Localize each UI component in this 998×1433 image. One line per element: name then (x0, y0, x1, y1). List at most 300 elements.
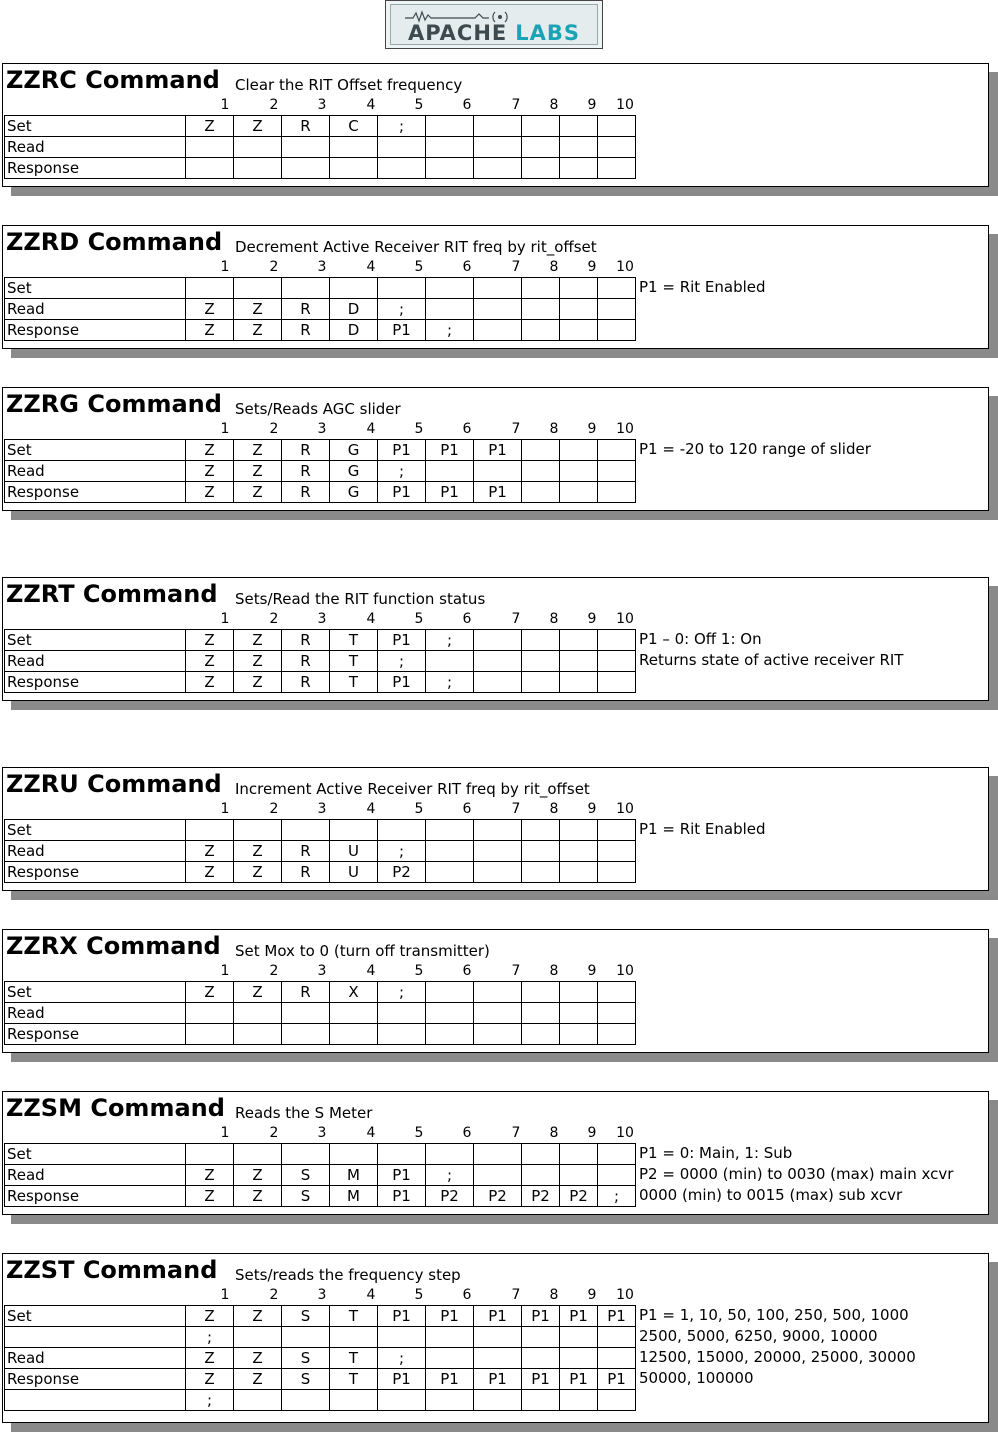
grid-cell (598, 1003, 636, 1024)
grid-cell: U (330, 841, 378, 862)
column-number: 3 (317, 801, 327, 817)
column-number: 10 (616, 963, 634, 979)
grid-cell (474, 461, 522, 482)
grid-cell (560, 320, 598, 341)
grid-cell: ; (378, 461, 426, 482)
grid-cell (560, 672, 598, 693)
grid-cell (426, 461, 474, 482)
grid-cell (598, 278, 636, 299)
grid-cell: Z (186, 1348, 234, 1369)
grid-cell (474, 137, 522, 158)
grid-cell (282, 158, 330, 179)
grid-cell (186, 1144, 234, 1165)
grid-cell (474, 1348, 522, 1369)
grid-cell: P2 (474, 1186, 522, 1207)
column-number: 5 (414, 801, 424, 817)
command-block-zzrd (2, 225, 989, 349)
column-number: 4 (366, 1287, 376, 1303)
command-block-zzrx (2, 929, 989, 1053)
grid-cell (598, 1327, 636, 1348)
column-number: 1 (220, 801, 230, 817)
grid-cell: Z (234, 1369, 282, 1390)
grid-cell: R (282, 862, 330, 883)
grid-cell (234, 1390, 282, 1411)
column-number: 5 (414, 611, 424, 627)
column-number: 4 (366, 97, 376, 113)
grid-cell: R (282, 982, 330, 1003)
grid-cell: R (282, 320, 330, 341)
grid-cell (378, 1390, 426, 1411)
grid-cell: P1 (378, 1306, 426, 1327)
grid-cell (330, 820, 378, 841)
grid-cell (186, 158, 234, 179)
column-number: 8 (549, 1287, 559, 1303)
column-number: 8 (549, 1125, 559, 1141)
grid-cell (560, 482, 598, 503)
grid-cell: G (330, 440, 378, 461)
row-label: Response (5, 1186, 186, 1207)
grid-cell: X (330, 982, 378, 1003)
grid-cell: ; (426, 1165, 474, 1186)
grid-cell (522, 982, 560, 1003)
logo-text-apache: APACHE (407, 21, 508, 45)
grid-row (5, 982, 636, 1003)
grid-cell (522, 651, 560, 672)
row-label (5, 1327, 186, 1348)
command-block-zzrc (2, 63, 989, 187)
grid-cell: ; (186, 1327, 234, 1348)
column-number: 4 (366, 611, 376, 627)
row-label: Set (5, 820, 186, 841)
grid-cell (378, 820, 426, 841)
column-number: 2 (269, 963, 279, 979)
grid-cell (522, 278, 560, 299)
grid-cell (598, 320, 636, 341)
grid-cell: Z (234, 1186, 282, 1207)
grid-cell (330, 1003, 378, 1024)
command-block-zzst (2, 1253, 989, 1423)
command-description: Clear the RIT Offset frequency (235, 76, 463, 94)
column-number: 7 (511, 259, 521, 275)
grid-cell: S (282, 1165, 330, 1186)
command-grid (4, 819, 636, 883)
grid-row (5, 1390, 636, 1411)
command-grid (4, 115, 636, 179)
row-label: Response (5, 158, 186, 179)
column-number: 1 (220, 259, 230, 275)
command-description: Decrement Active Receiver RIT freq by rit_offset (235, 238, 597, 256)
grid-row (5, 320, 636, 341)
grid-cell (282, 1003, 330, 1024)
column-number: 5 (414, 259, 424, 275)
command-grid (4, 277, 636, 341)
grid-cell: R (282, 440, 330, 461)
grid-cell (426, 1024, 474, 1045)
grid-cell (426, 651, 474, 672)
row-label: Read (5, 1003, 186, 1024)
column-number: 10 (616, 97, 634, 113)
grid-row (5, 278, 636, 299)
row-label: Read (5, 1165, 186, 1186)
column-number-header (185, 1287, 645, 1303)
column-number: 9 (587, 421, 597, 437)
column-number: 7 (511, 421, 521, 437)
grid-cell (330, 1024, 378, 1045)
grid-cell: Z (186, 841, 234, 862)
grid-row (5, 820, 636, 841)
grid-cell: ; (378, 651, 426, 672)
grid-cell (474, 1003, 522, 1024)
grid-cell (522, 320, 560, 341)
grid-cell (234, 158, 282, 179)
column-number-header (185, 801, 645, 817)
column-number: 1 (220, 1125, 230, 1141)
grid-cell (560, 1024, 598, 1045)
grid-cell: G (330, 461, 378, 482)
grid-cell: D (330, 299, 378, 320)
column-number: 5 (414, 1287, 424, 1303)
command-title: ZZRX Command (6, 932, 221, 960)
grid-cell: ; (378, 841, 426, 862)
grid-cell: Z (234, 982, 282, 1003)
column-number: 8 (549, 421, 559, 437)
grid-cell: ; (598, 1186, 636, 1207)
grid-cell: Z (234, 672, 282, 693)
grid-cell (474, 982, 522, 1003)
grid-cell: ; (426, 320, 474, 341)
grid-cell: Z (234, 862, 282, 883)
row-label: Response (5, 1024, 186, 1045)
grid-cell (234, 137, 282, 158)
grid-cell (378, 158, 426, 179)
grid-cell: Z (234, 841, 282, 862)
grid-cell (598, 299, 636, 320)
grid-cell (378, 278, 426, 299)
row-label: Response (5, 482, 186, 503)
row-label: Set (5, 440, 186, 461)
command-notes (639, 819, 766, 840)
grid-cell: R (282, 630, 330, 651)
column-number: 4 (366, 421, 376, 437)
column-number: 2 (269, 1287, 279, 1303)
grid-row (5, 1186, 636, 1207)
row-label: Read (5, 299, 186, 320)
command-grid (4, 1305, 636, 1411)
note-line: 0000 (min) to 0015 (max) sub xcvr (639, 1186, 903, 1204)
grid-cell (598, 672, 636, 693)
grid-cell (378, 1327, 426, 1348)
grid-cell: P1 (474, 1306, 522, 1327)
grid-row (5, 630, 636, 651)
column-number: 5 (414, 421, 424, 437)
grid-cell (598, 1024, 636, 1045)
column-number: 8 (549, 97, 559, 113)
grid-cell (522, 116, 560, 137)
grid-cell: S (282, 1306, 330, 1327)
grid-cell: T (330, 651, 378, 672)
note-line: P1 = Rit Enabled (639, 278, 766, 296)
grid-cell (474, 820, 522, 841)
grid-cell: Z (186, 1369, 234, 1390)
grid-cell (522, 137, 560, 158)
grid-cell (522, 299, 560, 320)
command-grid (4, 439, 636, 503)
grid-cell: P1 (560, 1369, 598, 1390)
grid-cell (522, 862, 560, 883)
grid-cell (522, 158, 560, 179)
grid-row (5, 841, 636, 862)
grid-cell (560, 1390, 598, 1411)
grid-cell: Z (234, 630, 282, 651)
grid-cell (522, 461, 560, 482)
grid-cell: T (330, 1348, 378, 1369)
row-label: Response (5, 1369, 186, 1390)
grid-cell (560, 841, 598, 862)
grid-row (5, 137, 636, 158)
grid-cell (598, 630, 636, 651)
grid-cell: Z (186, 1165, 234, 1186)
note-line: P2 = 0000 (min) to 0030 (max) main xcvr (639, 1165, 954, 1183)
grid-cell: C (330, 116, 378, 137)
grid-cell: P1 (474, 482, 522, 503)
note-line: P1 = -20 to 120 range of slider (639, 440, 871, 458)
column-number: 9 (587, 963, 597, 979)
column-number: 10 (616, 611, 634, 627)
column-number: 1 (220, 611, 230, 627)
column-number: 3 (317, 1125, 327, 1141)
command-notes (639, 277, 766, 298)
grid-row (5, 1144, 636, 1165)
column-number: 3 (317, 97, 327, 113)
grid-cell (598, 982, 636, 1003)
note-line: P1 – 0: Off 1: On (639, 630, 762, 648)
column-number: 8 (549, 963, 559, 979)
column-number: 8 (549, 259, 559, 275)
grid-cell (474, 1327, 522, 1348)
grid-cell: Z (186, 440, 234, 461)
grid-cell: P1 (426, 482, 474, 503)
command-title: ZZRD Command (6, 228, 223, 256)
column-number: 5 (414, 963, 424, 979)
grid-cell (426, 1348, 474, 1369)
column-number: 2 (269, 611, 279, 627)
grid-cell (474, 862, 522, 883)
grid-cell: ; (426, 630, 474, 651)
grid-cell (186, 820, 234, 841)
column-number: 9 (587, 1125, 597, 1141)
grid-cell (560, 1165, 598, 1186)
grid-cell (560, 158, 598, 179)
grid-cell (598, 1165, 636, 1186)
command-description: Sets/reads the frequency step (235, 1266, 461, 1284)
grid-cell (560, 630, 598, 651)
grid-cell (282, 1024, 330, 1045)
apache-labs-logo (385, 0, 603, 49)
grid-cell (598, 482, 636, 503)
column-number: 4 (366, 1125, 376, 1141)
grid-cell (522, 820, 560, 841)
grid-cell (560, 820, 598, 841)
grid-cell: Z (186, 982, 234, 1003)
grid-cell (560, 1144, 598, 1165)
grid-cell: ; (378, 1348, 426, 1369)
column-number: 4 (366, 963, 376, 979)
grid-cell: P1 (378, 440, 426, 461)
grid-cell: P1 (426, 1369, 474, 1390)
grid-cell (560, 1003, 598, 1024)
grid-cell: P1 (560, 1306, 598, 1327)
grid-cell: Z (186, 651, 234, 672)
column-number: 7 (511, 1287, 521, 1303)
grid-cell (426, 982, 474, 1003)
grid-cell: Z (234, 116, 282, 137)
column-number: 5 (414, 1125, 424, 1141)
command-grid (4, 629, 636, 693)
grid-cell (560, 278, 598, 299)
row-label: Read (5, 137, 186, 158)
column-number: 7 (511, 1125, 521, 1141)
column-number: 6 (462, 611, 472, 627)
row-label: Set (5, 982, 186, 1003)
command-title: ZZST Command (6, 1256, 218, 1284)
grid-row (5, 862, 636, 883)
row-label: Response (5, 320, 186, 341)
grid-cell: D (330, 320, 378, 341)
grid-cell: T (330, 672, 378, 693)
grid-cell: ; (378, 299, 426, 320)
command-block-zzrg (2, 387, 989, 511)
column-number: 6 (462, 259, 472, 275)
row-label: Set (5, 630, 186, 651)
grid-cell (234, 1024, 282, 1045)
column-number: 3 (317, 259, 327, 275)
command-description: Reads the S Meter (235, 1104, 373, 1122)
column-number: 4 (366, 801, 376, 817)
grid-cell (522, 1144, 560, 1165)
grid-cell (426, 116, 474, 137)
column-number: 1 (220, 97, 230, 113)
grid-cell: P1 (378, 482, 426, 503)
grid-cell (522, 1327, 560, 1348)
column-number: 2 (269, 801, 279, 817)
grid-cell: P1 (522, 1306, 560, 1327)
grid-cell: P1 (598, 1369, 636, 1390)
grid-cell: T (330, 1306, 378, 1327)
command-block-zzsm (2, 1091, 989, 1215)
grid-cell: P1 (426, 1306, 474, 1327)
grid-cell (330, 278, 378, 299)
column-number: 1 (220, 963, 230, 979)
note-line: P1 = 0: Main, 1: Sub (639, 1144, 793, 1162)
column-number: 6 (462, 421, 472, 437)
column-number: 9 (587, 259, 597, 275)
grid-cell (474, 1144, 522, 1165)
grid-cell (378, 1024, 426, 1045)
note-line: P1 = Rit Enabled (639, 820, 766, 838)
grid-row (5, 651, 636, 672)
grid-cell (560, 1348, 598, 1369)
grid-cell: R (282, 672, 330, 693)
row-label: Read (5, 651, 186, 672)
note-line: 2500, 5000, 6250, 9000, 10000 (639, 1327, 878, 1345)
grid-cell: Z (234, 482, 282, 503)
column-number: 9 (587, 611, 597, 627)
grid-cell: R (282, 299, 330, 320)
column-number-header (185, 1125, 645, 1141)
grid-cell: Z (186, 1186, 234, 1207)
grid-cell (282, 278, 330, 299)
command-description: Sets/Read the RIT function status (235, 590, 486, 608)
grid-cell: R (282, 116, 330, 137)
grid-cell (426, 278, 474, 299)
grid-cell (234, 820, 282, 841)
note-line: 50000, 100000 (639, 1369, 754, 1387)
grid-cell (474, 278, 522, 299)
grid-cell (186, 1003, 234, 1024)
grid-row (5, 1024, 636, 1045)
grid-cell (282, 1327, 330, 1348)
note-line: 12500, 15000, 20000, 25000, 30000 (639, 1348, 916, 1366)
grid-cell (282, 137, 330, 158)
grid-cell (234, 1144, 282, 1165)
grid-cell (234, 278, 282, 299)
grid-cell: P2 (426, 1186, 474, 1207)
column-number: 3 (317, 963, 327, 979)
grid-cell: T (330, 1369, 378, 1390)
grid-cell: R (282, 461, 330, 482)
column-number: 8 (549, 801, 559, 817)
grid-cell (598, 1348, 636, 1369)
grid-row (5, 1327, 636, 1348)
grid-cell: Z (234, 1306, 282, 1327)
grid-cell (522, 630, 560, 651)
grid-cell (560, 137, 598, 158)
grid-cell: U (330, 862, 378, 883)
grid-cell (426, 820, 474, 841)
column-number: 2 (269, 1125, 279, 1141)
grid-cell (598, 158, 636, 179)
row-label: Set (5, 1306, 186, 1327)
command-notes (639, 629, 903, 671)
grid-cell (330, 1327, 378, 1348)
grid-cell: P1 (474, 1369, 522, 1390)
grid-cell (598, 1390, 636, 1411)
grid-cell: Z (186, 299, 234, 320)
grid-row (5, 440, 636, 461)
grid-cell: Z (234, 1165, 282, 1186)
column-number: 6 (462, 97, 472, 113)
grid-cell: P2 (522, 1186, 560, 1207)
grid-cell (378, 1144, 426, 1165)
command-block-zzrt (2, 577, 989, 701)
column-number: 6 (462, 1287, 472, 1303)
column-number: 3 (317, 421, 327, 437)
command-notes (639, 1305, 916, 1389)
grid-cell (378, 1003, 426, 1024)
grid-cell (474, 1165, 522, 1186)
grid-cell (426, 158, 474, 179)
grid-cell (426, 299, 474, 320)
column-number: 2 (269, 421, 279, 437)
grid-cell (560, 461, 598, 482)
grid-cell (522, 440, 560, 461)
column-number: 5 (414, 97, 424, 113)
grid-cell (426, 1003, 474, 1024)
grid-cell: M (330, 1165, 378, 1186)
column-number: 1 (220, 1287, 230, 1303)
grid-cell (426, 1327, 474, 1348)
column-number: 2 (269, 259, 279, 275)
